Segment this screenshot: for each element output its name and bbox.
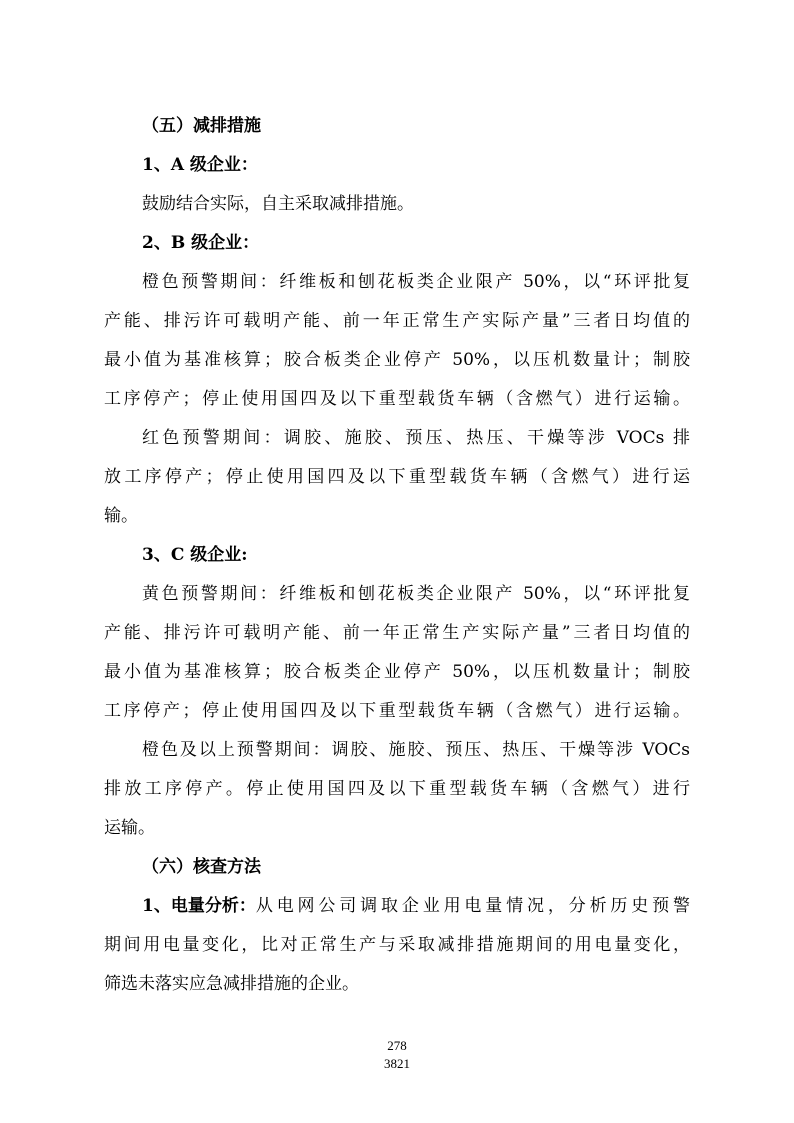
electricity-analysis-line: 期间用电量变化，比对正常生产与采取减排措施期间的用电量变化， xyxy=(104,935,690,955)
grade-a-title: 1、A 级企业： xyxy=(142,155,258,175)
grade-c-yellow-line: 产能、排污许可载明产能、前一年正常生产实际产量”三者日均值的 xyxy=(104,623,690,643)
grade-b-red-line: 红色预警期间：调胶、施胶、预压、热压、干燥等涉 VOCs 排 xyxy=(142,428,690,448)
grade-c-orange-line: 橙色及以上预警期间：调胶、施胶、预压、热压、干燥等涉 VOCs xyxy=(142,740,690,760)
electricity-analysis-label: 1、电量分析： xyxy=(142,896,256,916)
grade-b-orange-line: 工序停产；停止使用国四及以下重型载货车辆（含燃气）进行运输。 xyxy=(104,389,690,409)
grade-b-red-line: 输。 xyxy=(104,506,138,526)
grade-b-orange-line: 产能、排污许可载明产能、前一年正常生产实际产量”三者日均值的 xyxy=(104,311,690,331)
grade-b-red-line: 放工序停产；停止使用国四及以下重型载货车辆（含燃气）进行运 xyxy=(104,467,690,487)
electricity-analysis-line: 筛选未落实应急减排措施的企业。 xyxy=(104,974,359,994)
grade-b-title: 2、B 级企业： xyxy=(142,233,260,253)
grade-b-orange-line: 最小值为基准核算；胶合板类企业停产 50%，以压机数量计；制胶 xyxy=(104,350,690,370)
document-number: 3821 xyxy=(384,1056,410,1071)
section-heading-emission-measures: （五）减排措施 xyxy=(142,116,261,136)
grade-b-orange-line: 橙色预警期间：纤维板和刨花板类企业限产 50%，以“环评批复 xyxy=(142,272,690,292)
grade-c-title: 3、C 级企业: xyxy=(142,545,248,565)
grade-c-orange-line: 运输。 xyxy=(104,818,155,838)
grade-c-yellow-line: 工序停产；停止使用国四及以下重型载货车辆（含燃气）进行运输。 xyxy=(104,701,690,721)
grade-c-orange-line: 排放工序停产。停止使用国四及以下重型载货车辆（含燃气）进行 xyxy=(104,779,690,799)
electricity-analysis-first-line xyxy=(142,896,690,917)
grade-c-yellow-line: 黄色预警期间：纤维板和刨花板类企业限产 50%，以“环评批复 xyxy=(142,584,690,604)
page-number: 278 xyxy=(387,1038,407,1053)
grade-c-yellow-line: 最小值为基准核算；胶合板类企业停产 50%，以压机数量计；制胶 xyxy=(104,662,690,682)
electricity-analysis-text: 从电网公司调取企业用电量情况，分析历史预警 xyxy=(255,896,690,916)
grade-a-text: 鼓励结合实际，自主采取减排措施。 xyxy=(142,194,414,214)
section-heading-verification: （六）核查方法 xyxy=(142,857,261,877)
